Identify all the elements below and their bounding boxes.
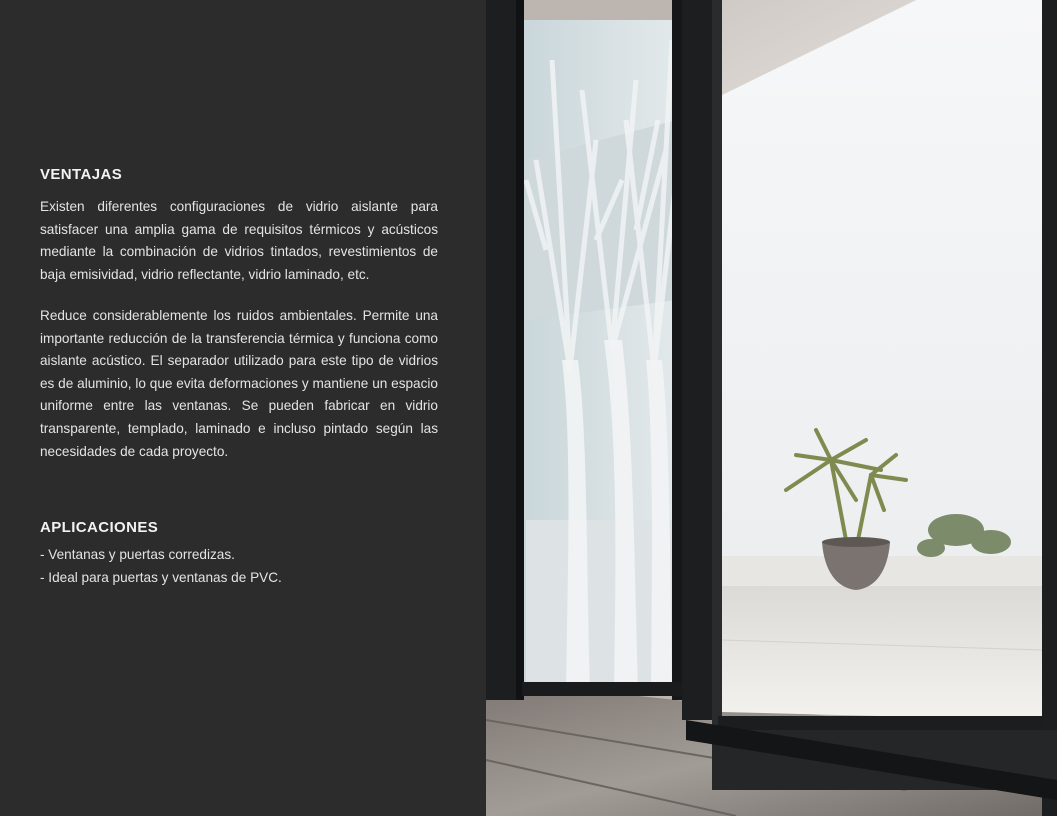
sliding-glass-door-photo-icon (486, 0, 1057, 816)
ventajas-paragraph-2: Reduce considerablemente los ruidos ambientales. Permite una importante reducción de la transferencia térmica y funciona como aislante acústico. El separador utilizado para este tipo de vidrios es de aluminio, lo que evita deformaciones y mantiene un espacio uniforme entre las ventanas. Se pueden fabricar en vidrio transparente, templado, laminado e incluso pintado según las necesidades de cada proyecto. (40, 308, 438, 459)
text-panel (0, 0, 486, 816)
list-item: - Ideal para puertas y ventanas de PVC. (40, 569, 282, 585)
aplicaciones-list (40, 544, 438, 589)
ventajas-paragraph-1: Existen diferentes configuraciones de vidrio aislante para satisfacer una amplia gama de requisitos térmicos y acústicos mediante la combinación de vidrios tintados, revestimientos de baja emisividad, vidrio reflectante, vidrio laminado, etc. (40, 199, 438, 282)
aplicaciones-heading: APLICACIONES (40, 519, 159, 536)
list-item: - Ventanas y puertas corredizas. (40, 547, 235, 562)
ventajas-heading: VENTAJAS (40, 166, 123, 183)
